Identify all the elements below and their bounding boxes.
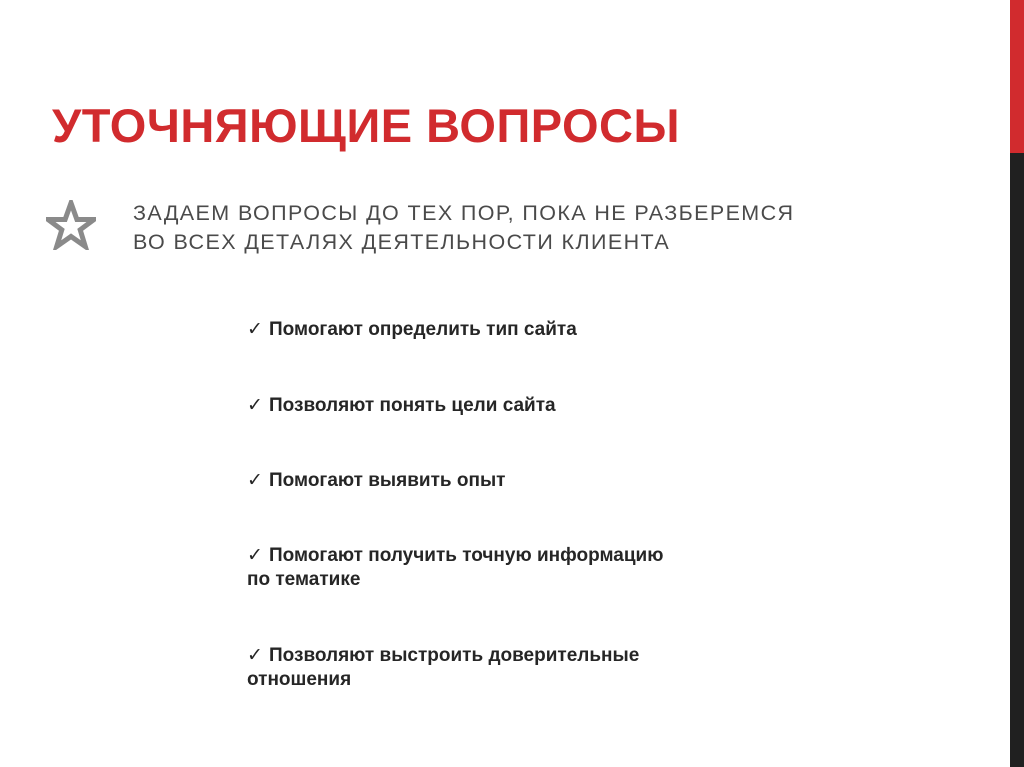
checkmark-icon: ✓ <box>247 545 263 566</box>
checklist-item <box>247 394 847 418</box>
star-icon <box>46 200 96 250</box>
checklist-item-line <box>247 544 847 568</box>
edge-stripe-accent <box>1010 0 1024 153</box>
checklist-item-text: Помогают получить точную информацию <box>269 545 664 566</box>
intro-line: ВО ВСЕХ ДЕТАЛЯХ ДЕЯТЕЛЬНОСТИ КЛИЕНТА <box>133 230 671 254</box>
checklist-item-text: Позволяют выстроить доверительные <box>269 645 640 666</box>
edge-stripe <box>1010 0 1024 767</box>
intro-text <box>133 199 953 257</box>
checklist-item-text-continued: по тематике <box>247 569 361 590</box>
star-outline <box>48 203 94 247</box>
checklist-item <box>247 644 847 692</box>
checklist-item-line <box>247 644 847 668</box>
slide-title: УТОЧНЯЮЩИЕ ВОПРОСЫ <box>52 99 680 152</box>
checkmark-icon: ✓ <box>247 319 263 340</box>
checklist-item-text-continued: отношения <box>247 669 352 690</box>
checklist-item-text: Помогают выявить опыт <box>269 470 506 491</box>
intro-line: ЗАДАЕМ ВОПРОСЫ ДО ТЕХ ПОР, ПОКА НЕ РАЗБЕРЕМСЯ <box>133 201 795 225</box>
edge-stripe-dark <box>1010 153 1024 767</box>
checkmark-icon: ✓ <box>247 645 263 666</box>
checklist-item-text: Помогают определить тип сайта <box>269 319 577 340</box>
checklist-item <box>247 318 847 342</box>
checklist-item-text: Позволяют понять цели сайта <box>269 395 556 416</box>
checklist-item <box>247 544 847 592</box>
checkmark-icon: ✓ <box>247 470 263 491</box>
checkmark-icon: ✓ <box>247 395 263 416</box>
checklist-item <box>247 469 847 493</box>
